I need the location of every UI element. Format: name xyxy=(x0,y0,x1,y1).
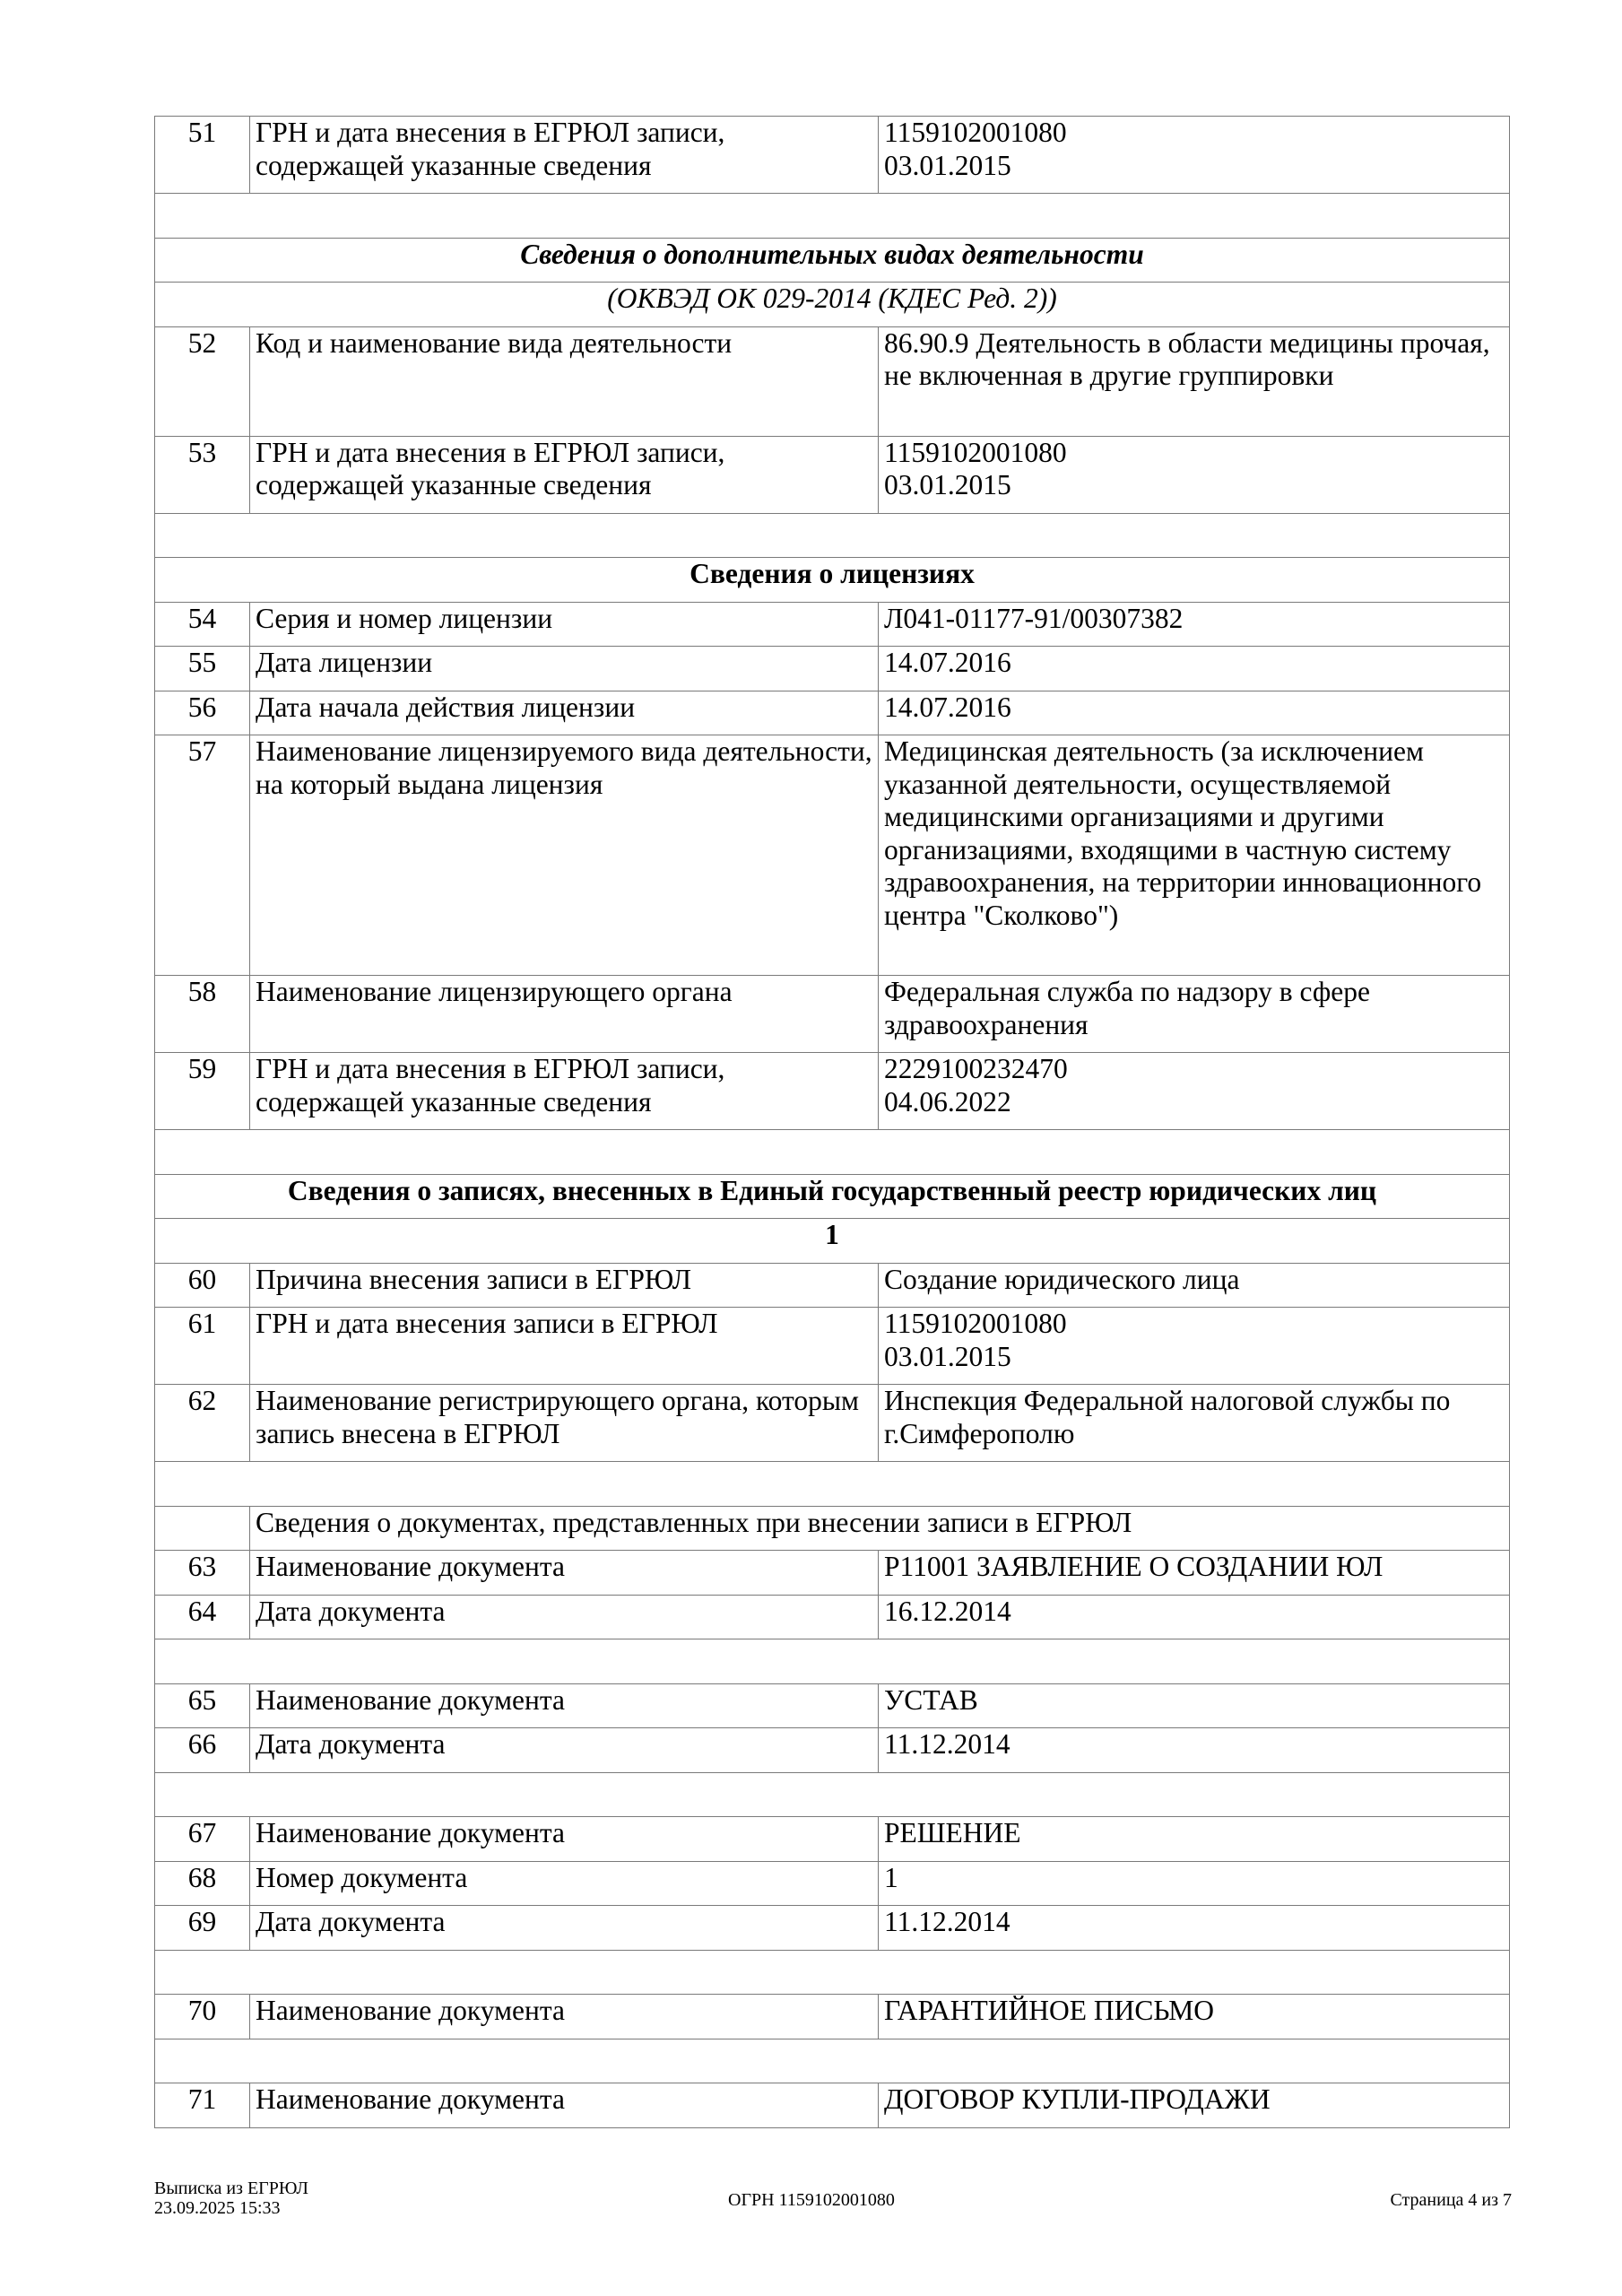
field-value: 16.12.2014 xyxy=(879,1595,1510,1639)
row-number: 65 xyxy=(155,1683,250,1728)
date-value: 03.01.2015 xyxy=(884,1340,1011,1372)
table-row xyxy=(155,1906,1510,1951)
table-row xyxy=(155,976,1510,1053)
field-label: Номер документа xyxy=(250,1861,879,1906)
row-number: 62 xyxy=(155,1385,250,1462)
empty-cell xyxy=(155,1462,1510,1507)
table-row xyxy=(155,1551,1510,1596)
field-value: ДОГОВОР КУПЛИ-ПРОДАЖИ xyxy=(879,2083,1510,2128)
field-label: Серия и номер лицензии xyxy=(250,602,879,647)
row-number: 55 xyxy=(155,647,250,691)
table-row xyxy=(155,1263,1510,1308)
field-label: ГРН и дата внесения в ЕГРЮЛ записи, содержащей указанные сведения xyxy=(250,1053,879,1130)
table-row xyxy=(155,326,1510,436)
table-row xyxy=(155,117,1510,194)
empty-cell xyxy=(155,194,1510,239)
row-number: 63 xyxy=(155,1551,250,1596)
field-value: Инспекция Федеральной налоговой службы по г.Симферополю xyxy=(879,1385,1510,1462)
field-label: Дата документа xyxy=(250,1728,879,1773)
table-row xyxy=(155,1308,1510,1385)
spacer-row xyxy=(155,1130,1510,1175)
field-value: Создание юридического лица xyxy=(879,1263,1510,1308)
date-value: 03.01.2015 xyxy=(884,469,1011,500)
row-number: 51 xyxy=(155,117,250,194)
field-label: ГРН и дата внесения в ЕГРЮЛ записи, содержащей указанные сведения xyxy=(250,436,879,513)
empty-cell xyxy=(155,2039,1510,2083)
empty-cell xyxy=(155,513,1510,558)
empty-cell xyxy=(155,1639,1510,1684)
grn-value: 1159102001080 xyxy=(884,1308,1067,1339)
field-label: Наименование документа xyxy=(250,1683,879,1728)
row-number: 53 xyxy=(155,436,250,513)
field-value: 11.12.2014 xyxy=(879,1728,1510,1773)
field-label: Наименование лицензирующего органа xyxy=(250,976,879,1053)
section-heading-row xyxy=(155,1174,1510,1219)
field-label: Причина внесения записи в ЕГРЮЛ xyxy=(250,1263,879,1308)
spacer-row xyxy=(155,2039,1510,2083)
section-subheading-row xyxy=(155,283,1510,327)
grn-value: 1159102001080 xyxy=(884,436,1067,468)
grn-value: 1159102001080 xyxy=(884,117,1067,148)
row-number: 56 xyxy=(155,691,250,735)
date-value: 03.01.2015 xyxy=(884,149,1011,181)
row-number: 59 xyxy=(155,1053,250,1130)
footer-timestamp: 23.09.2025 15:33 xyxy=(154,2198,281,2218)
field-value: Федеральная служба по надзору в сфере здравоохранения xyxy=(879,976,1510,1053)
field-label: Код и наименование вида деятельности xyxy=(250,326,879,436)
field-value xyxy=(879,1053,1510,1130)
field-label: Дата лицензии xyxy=(250,647,879,691)
empty-cell xyxy=(155,1772,1510,1817)
field-value xyxy=(879,117,1510,194)
section-subtitle-okved: (ОКВЭД ОК 029-2014 (КДЕС Ред. 2)) xyxy=(155,283,1510,327)
field-label: Наименование лицензируемого вида деятельности, на который выдана лицензия xyxy=(250,735,879,976)
row-number: 60 xyxy=(155,1263,250,1308)
field-label: ГРН и дата внесения записи в ЕГРЮЛ xyxy=(250,1308,879,1385)
section-title-additional-activities: Сведения о дополнительных видах деятельности xyxy=(155,238,1510,283)
row-number: 69 xyxy=(155,1906,250,1951)
table-row xyxy=(155,735,1510,976)
spacer-row xyxy=(155,513,1510,558)
table-row xyxy=(155,1861,1510,1906)
empty-cell xyxy=(155,1130,1510,1175)
section-heading-row xyxy=(155,238,1510,283)
table-row xyxy=(155,1683,1510,1728)
field-label: ГРН и дата внесения в ЕГРЮЛ записи, содержащей указанные сведения xyxy=(250,117,879,194)
row-number: 70 xyxy=(155,1995,250,2039)
section-title-licenses: Сведения о лицензиях xyxy=(155,558,1510,603)
row-number: 58 xyxy=(155,976,250,1053)
footer-doc-title: Выписка из ЕГРЮЛ xyxy=(154,2179,308,2198)
field-value xyxy=(879,436,1510,513)
row-number: 57 xyxy=(155,735,250,976)
spacer-row xyxy=(155,1462,1510,1507)
field-label: Наименование документа xyxy=(250,1817,879,1862)
table-row xyxy=(155,1385,1510,1462)
spacer-row xyxy=(155,194,1510,239)
table-row xyxy=(155,1728,1510,1773)
row-number: 52 xyxy=(155,326,250,436)
table-row xyxy=(155,1053,1510,1130)
field-value: Л041-01177-91/00307382 xyxy=(879,602,1510,647)
field-value: РЕШЕНИЕ xyxy=(879,1817,1510,1862)
field-label: Дата документа xyxy=(250,1595,879,1639)
table-row xyxy=(155,2083,1510,2128)
field-value: 86.90.9 Деятельность в области медицины прочая, не включенная в другие группировки xyxy=(879,326,1510,436)
spacer-row xyxy=(155,1950,1510,1995)
row-number: 61 xyxy=(155,1308,250,1385)
row-number: 67 xyxy=(155,1817,250,1862)
documents-header: Сведения о документах, представленных при внесении записи в ЕГРЮЛ xyxy=(250,1506,1510,1551)
empty-cell xyxy=(155,1950,1510,1995)
row-number: 64 xyxy=(155,1595,250,1639)
row-number: 71 xyxy=(155,2083,250,2128)
empty-cell xyxy=(155,1506,250,1551)
record-number: 1 xyxy=(155,1219,1510,1264)
section-heading-row xyxy=(155,558,1510,603)
date-value: 04.06.2022 xyxy=(884,1085,1011,1118)
field-value: УСТАВ xyxy=(879,1683,1510,1728)
field-value: 14.07.2016 xyxy=(879,691,1510,735)
egrul-extract-table xyxy=(154,116,1510,2128)
spacer-row xyxy=(155,1639,1510,1684)
table-row xyxy=(155,1817,1510,1862)
footer-page-number: Страница 4 из 7 xyxy=(1390,2190,1512,2210)
field-label: Дата документа xyxy=(250,1906,879,1951)
table-row xyxy=(155,647,1510,691)
row-number: 68 xyxy=(155,1861,250,1906)
field-value: 14.07.2016 xyxy=(879,647,1510,691)
row-number: 54 xyxy=(155,602,250,647)
field-value: 11.12.2014 xyxy=(879,1906,1510,1951)
field-label: Наименование документа xyxy=(250,2083,879,2128)
field-value xyxy=(879,1308,1510,1385)
footer-document-info xyxy=(154,2179,308,2218)
footer-ogrn: ОГРН 1159102001080 xyxy=(728,2190,895,2210)
field-label: Наименование документа xyxy=(250,1995,879,2039)
section-title-records: Сведения о записях, внесенных в Единый государственный реестр юридических лиц xyxy=(155,1174,1510,1219)
field-value: Медицинская деятельность (за исключением указанной деятельности, осуществляемой медицинскими организациями и другими организациями, входящими в частную систему здравоохранения, на территории инновационного центра "Сколково") xyxy=(879,735,1510,976)
table-row xyxy=(155,691,1510,735)
record-number-row xyxy=(155,1219,1510,1264)
field-label: Наименование регистрирующего органа, которым запись внесена в ЕГРЮЛ xyxy=(250,1385,879,1462)
field-label: Дата начала действия лицензии xyxy=(250,691,879,735)
field-label: Наименование документа xyxy=(250,1551,879,1596)
field-value: Р11001 ЗАЯВЛЕНИЕ О СОЗДАНИИ ЮЛ xyxy=(879,1551,1510,1596)
field-value: ГАРАНТИЙНОЕ ПИСЬМО xyxy=(879,1995,1510,2039)
table-row xyxy=(155,602,1510,647)
table-row xyxy=(155,436,1510,513)
spacer-row xyxy=(155,1772,1510,1817)
grn-value: 2229100232470 xyxy=(884,1053,1068,1084)
row-number: 66 xyxy=(155,1728,250,1773)
table-row xyxy=(155,1995,1510,2039)
table-row xyxy=(155,1595,1510,1639)
documents-header-row xyxy=(155,1506,1510,1551)
field-value: 1 xyxy=(879,1861,1510,1906)
